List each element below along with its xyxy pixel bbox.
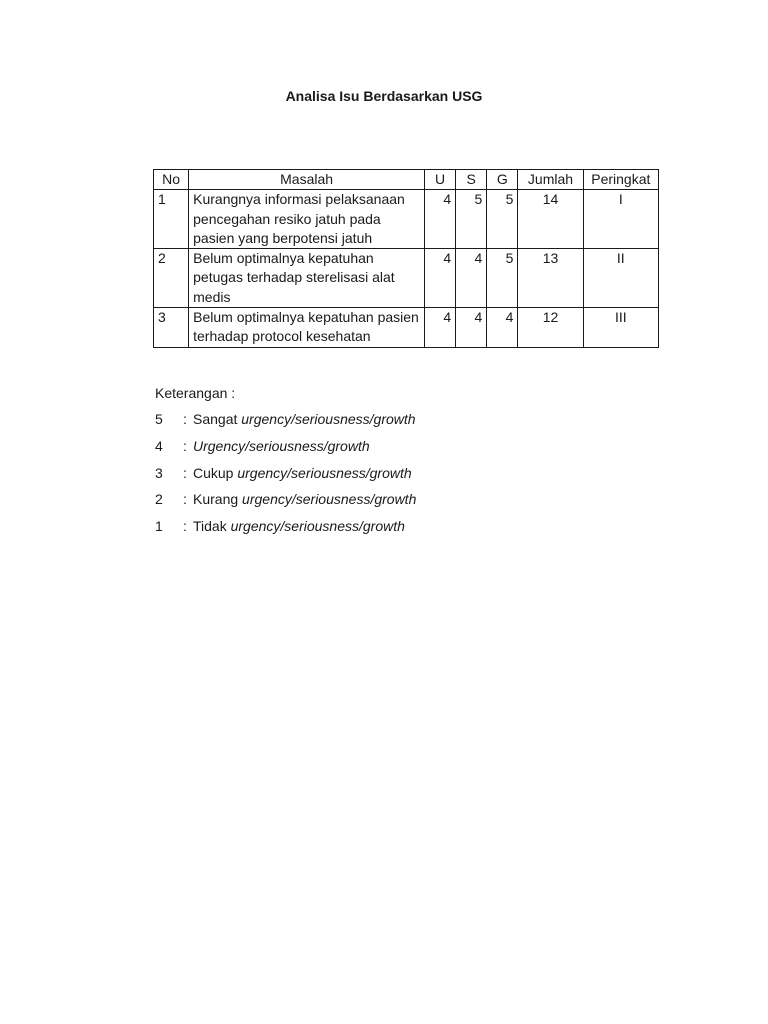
cell-s: 4 <box>456 308 487 348</box>
cell-jumlah: 14 <box>518 190 583 249</box>
cell-peringkat: III <box>583 308 658 348</box>
legend <box>155 384 416 544</box>
cell-masalah: Kurangnya informasi pelaksanaan pencegahan resiko jatuh pada pasien yang berpotensi jatuh <box>189 190 425 249</box>
legend-item-number: 1 <box>155 518 163 535</box>
header-g: G <box>487 170 518 190</box>
cell-masalah: Belum optimalnya kepatuhan petugas terhadap sterelisasi alat medis <box>189 249 425 308</box>
legend-item-separator: : <box>183 464 187 481</box>
cell-g: 5 <box>487 249 518 308</box>
legend-item-separator: : <box>183 491 187 508</box>
legend-item <box>155 464 416 491</box>
legend-item-number: 4 <box>155 437 163 454</box>
legend-item-prefix: Sangat <box>193 411 242 427</box>
legend-item-term: urgency/seriousness/growth <box>230 518 405 535</box>
legend-item-term: urgency/seriousness/growth <box>241 411 416 427</box>
cell-peringkat: II <box>583 249 658 308</box>
legend-item-separator: : <box>183 411 187 427</box>
cell-u: 4 <box>425 308 456 348</box>
legend-item-prefix: Kurang <box>193 491 243 508</box>
header-masalah: Masalah <box>189 170 425 190</box>
cell-g: 4 <box>487 308 518 348</box>
legend-item-number: 3 <box>155 464 163 481</box>
cell-s: 4 <box>456 249 487 308</box>
cell-g: 5 <box>487 190 518 249</box>
legend-item-number: 5 <box>155 411 163 427</box>
legend-item-separator: : <box>183 518 187 535</box>
legend-item <box>155 517 416 544</box>
header-u: U <box>425 170 456 190</box>
legend-item <box>155 410 416 437</box>
legend-title: Keterangan : <box>155 385 236 401</box>
legend-item-term: urgency/seriousness/growth <box>237 464 412 481</box>
legend-item-prefix: Tidak <box>193 518 231 535</box>
legend-item-number: 2 <box>155 491 163 508</box>
cell-no: 2 <box>154 249 189 308</box>
usg-analysis-table <box>153 169 659 348</box>
table-row <box>154 249 659 308</box>
cell-jumlah: 12 <box>518 308 583 348</box>
cell-peringkat: I <box>583 190 658 249</box>
header-no: No <box>154 170 189 190</box>
header-peringkat: Peringkat <box>583 170 658 190</box>
legend-item-term: Urgency/seriousness/growth <box>193 437 370 454</box>
header-jumlah: Jumlah <box>518 170 583 190</box>
page-title: Analisa Isu Berdasarkan USG <box>285 88 483 104</box>
cell-u: 4 <box>425 190 456 249</box>
legend-item <box>155 437 416 464</box>
header-s: S <box>456 170 487 190</box>
table-row <box>154 308 659 348</box>
table-row <box>154 190 659 249</box>
legend-item-term: urgency/seriousness/growth <box>242 491 417 508</box>
cell-no: 1 <box>154 190 189 249</box>
legend-item <box>155 490 416 517</box>
legend-item-prefix: Cukup <box>193 464 238 481</box>
cell-jumlah: 13 <box>518 249 583 308</box>
cell-masalah: Belum optimalnya kepatuhan pasien terhadap protocol kesehatan <box>189 308 425 348</box>
cell-u: 4 <box>425 249 456 308</box>
legend-item-separator: : <box>183 437 187 454</box>
cell-no: 3 <box>154 308 189 348</box>
table-header-row <box>154 170 659 190</box>
cell-s: 5 <box>456 190 487 249</box>
